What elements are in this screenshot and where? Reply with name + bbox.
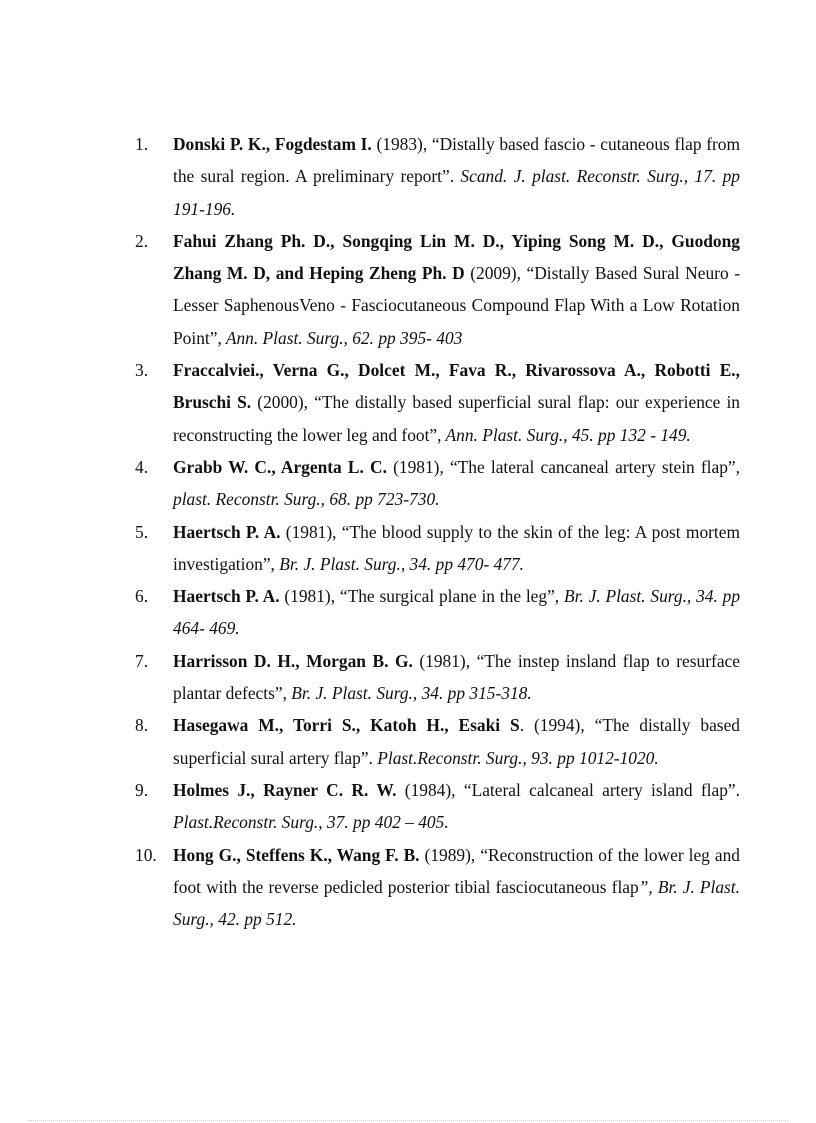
reference-number: 1. [135,134,149,154]
reference-number: 3. [135,360,149,381]
reference-source: Ann. Plast. Surg., 45. pp 132 - 149. [441,424,691,445]
reference-source: Ann. Plast. Surg., 62. pp 395- 403 [221,327,463,348]
reference-item [130,774,740,839]
reference-number: 10. [135,844,157,865]
reference-list [130,128,740,935]
reference-source: Br. J. Plast. Surg., 34. pp 470- 477. [274,553,525,574]
reference-source: ”, Br. J. Plast. Surg., 42. pp 512. [173,876,740,930]
reference-authors: Fraccalviei., Verna G., Dolcet M., Fava R., Rivarossova A., Robotti E., Bruschi S. [173,360,740,413]
reference-authors: Haertsch P. A. [173,586,280,607]
reference-source: Br. J. Plast. Surg., 34. pp 315-318. [286,683,532,704]
reference-authors: Hasegawa M., Torri S., Katoh H., Esaki S [173,715,520,736]
reference-title: “The lateral cancaneal artery stein flap”, [443,456,740,477]
reference-item [130,709,740,774]
reference-item [130,580,740,645]
reference-year: (1981), [412,650,471,671]
reference-item [130,839,740,936]
reference-authors: Grabb W. C., Argenta L. C. [173,456,387,477]
reference-number: 7. [135,650,149,671]
reference-year: (2000), [251,392,309,413]
reference-source: Plast.Reconstr. Surg., 93. pp 1012-1020. [372,747,659,768]
reference-source: Br. J. Plast. Surg., 34. pp 464- 469. [173,586,741,639]
reference-year: (1981), [386,456,444,477]
reference-title: “Distally based fascio - cutaneous flap from the sural region. A preliminary report”. [173,134,740,187]
reference-number: 8. [135,715,149,736]
reference-title: “The surgical plane in the leg”, [335,586,560,607]
reference-year: . (1994), [519,715,585,736]
reference-source: Plast.Reconstr. Surg., 37. pp 402 – 405. [173,812,449,833]
reference-source: plast. Reconstr. Surg., 68. pp 723-730. [173,489,440,510]
reference-authors: Haertsch P. A. [173,521,281,542]
reference-item [130,451,740,516]
reference-number: 9. [135,779,149,800]
reference-authors: Hong G., Steffens K., Wang F. B. [173,844,420,865]
reference-item [130,128,740,225]
reference-item [130,516,740,581]
reference-title: “The blood supply to the skin of the leg: A post mortem investigation”, [173,521,741,574]
reference-authors: Harrisson D. H., Morgan B. G. [173,650,413,671]
reference-year: (2009), [464,263,521,284]
reference-title: “The distally based superficial sural artery flap”. [173,715,740,768]
page-bottom-rule [28,1120,788,1121]
reference-year: (1981), [279,586,336,607]
reference-title: “Distally Based Sural Neuro - Lesser SaphenousVeno - Fasciocutaneous Compound Flap With a Low Rotation Point”, [173,263,740,348]
reference-item [130,645,740,710]
reference-year: (1984), [396,779,456,800]
reference-year: (1981), [280,521,337,542]
reference-title: “Lateral calcaneal artery island flap”. [455,779,740,800]
reference-number: 6. [135,586,149,607]
reference-title: “The instep insland flap to resurface plantar defects”, [173,650,740,704]
reference-number: 2. [135,230,149,251]
reference-authors: Donski P. K., Fogdestam I. [173,134,372,154]
reference-source: Scand. J. plast. Reconstr. Surg., 17. pp 191-196. [173,166,740,219]
reference-title: “The distally based superficial sural flap: our experience in reconstructing the lower leg and foot”, [173,392,741,445]
reference-year: (1989), [419,844,476,865]
reference-number: 4. [135,456,149,477]
reference-year: (1983), [371,134,428,154]
reference-number: 5. [135,521,149,542]
reference-authors: Fahui Zhang Ph. D., Songqing Lin M. D., Yiping Song M. D., Guodong Zhang M. D, and Heping Zheng Ph. D [173,230,740,284]
reference-item [130,225,740,354]
reference-authors: Holmes J., Rayner C. R. W. [173,779,397,800]
reference-title: “Reconstruction of the lower leg and foot with the reverse pedicled posterior tibial fasciocutaneous flap [173,844,740,897]
reference-item [130,354,740,451]
